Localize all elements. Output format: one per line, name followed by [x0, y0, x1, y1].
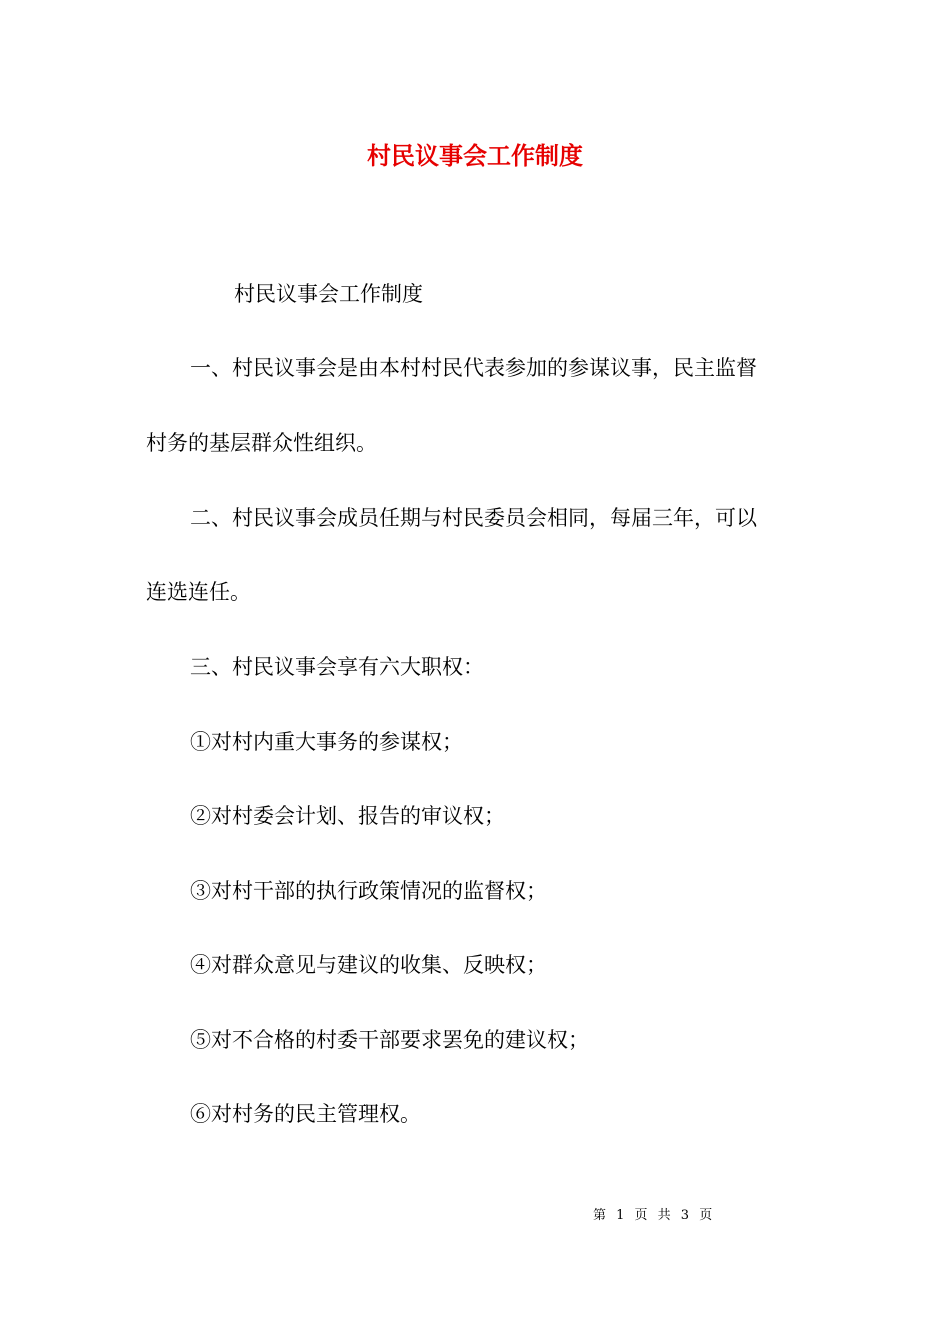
- document-title: 村民议事会工作制度: [367, 141, 583, 170]
- right-item: ③对村干部的执行政策情况的监督权；: [190, 879, 547, 903]
- clause-1-line-2: 村务的基层群众性组织。: [146, 431, 377, 455]
- document-subtitle: 村民议事会工作制度: [234, 282, 423, 306]
- right-item: ⑥对村务的民主管理权。: [190, 1102, 421, 1126]
- clause-2-line-1: 二、村民议事会成员任期与村民委员会相同，每届三年，可以: [190, 506, 757, 530]
- clause-2-line-2: 连选连任。: [146, 580, 251, 604]
- right-item: ④对群众意见与建议的收集、反映权；: [190, 953, 547, 977]
- right-item: ①对村内重大事务的参谋权；: [190, 730, 463, 754]
- page-number-footer: 第 1 页 共 3 页: [593, 1208, 714, 1223]
- clause-1-line-1: 一、村民议事会是由本村村民代表参加的参谋议事，民主监督: [190, 356, 757, 380]
- right-item: ②对村委会计划、报告的审议权；: [190, 804, 505, 828]
- right-item: ⑤对不合格的村委干部要求罢免的建议权；: [190, 1028, 589, 1052]
- clause-3: 三、村民议事会享有六大职权：: [190, 655, 484, 679]
